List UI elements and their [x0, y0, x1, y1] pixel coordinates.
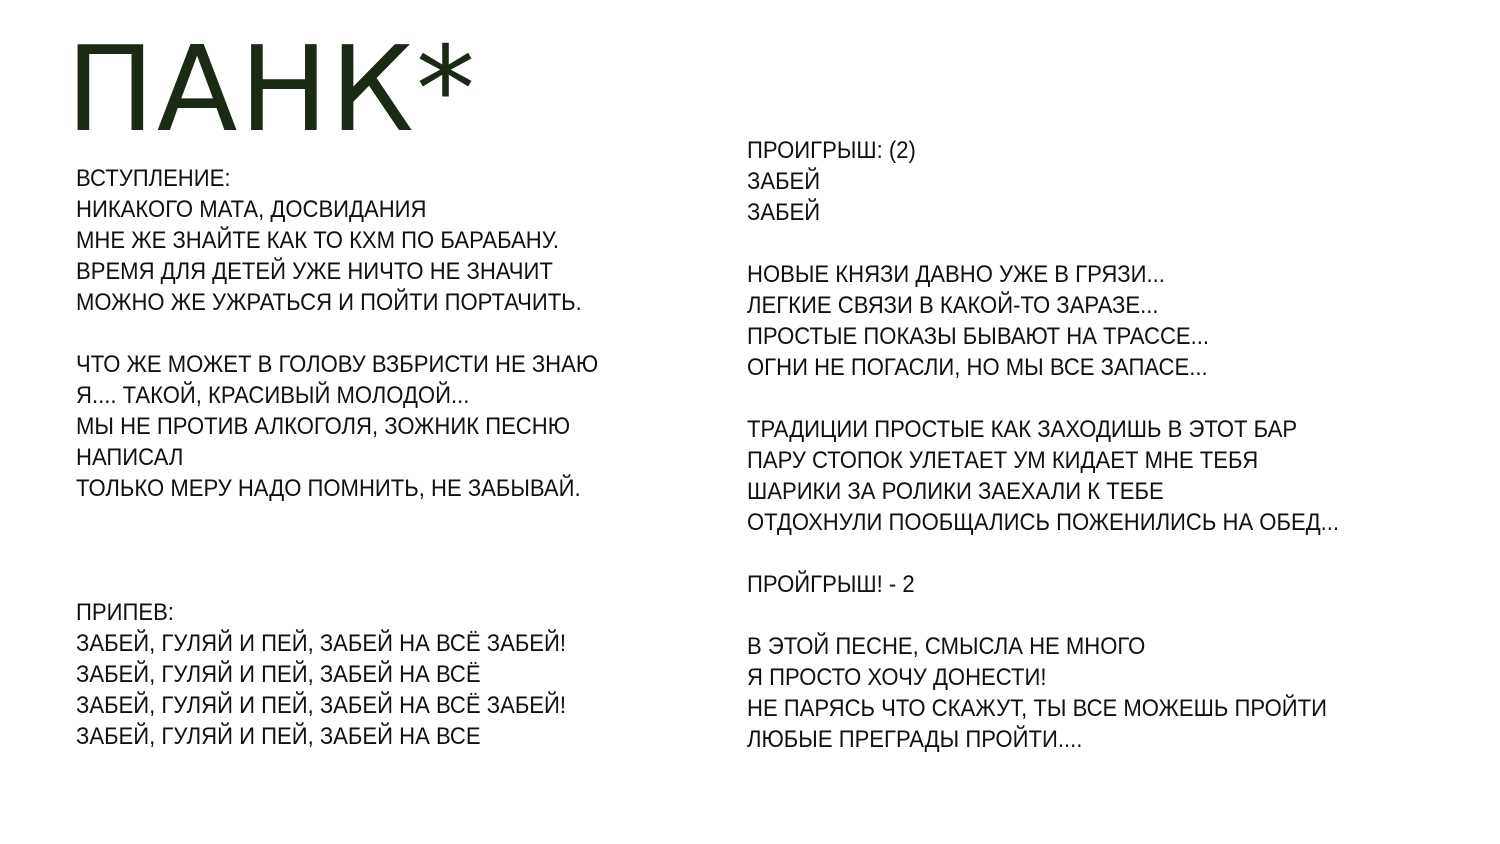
page-title: ПАНК*	[66, 20, 477, 158]
lyric-line: В ЭТОЙ ПЕСНЕ, СМЫСЛА НЕ МНОГО	[747, 633, 1146, 660]
lyric-line: МНЕ ЖЕ ЗНАЙТЕ КАК ТО КХМ ПО БАРАБАНУ.	[76, 227, 559, 254]
lyric-line: НОВЫЕ КНЯЗИ ДАВНО УЖЕ В ГРЯЗИ...	[747, 261, 1165, 288]
lyric-line: ЗАБЕЙ, ГУЛЯЙ И ПЕЙ, ЗАБЕЙ НА ВСЁ	[76, 661, 481, 688]
lyric-line: ОТДОХНУЛИ ПООБЩАЛИСЬ ПОЖЕНИЛИСЬ НА ОБЕД...	[747, 509, 1340, 536]
lyric-line: ЗАБЕЙ, ГУЛЯЙ И ПЕЙ, ЗАБЕЙ НА ВСЕ	[76, 723, 481, 750]
lyric-line: ЗАБЕЙ	[747, 199, 821, 226]
stanza-gap	[747, 600, 1339, 631]
lyric-line: ПАРУ СТОПОК УЛЕТАЕТ УМ КИДАЕТ МНЕ ТЕБЯ	[747, 447, 1259, 474]
lyric-line: МЫ НЕ ПРОТИВ АЛКОГОЛЯ, ЗОЖНИК ПЕСНЮ	[76, 413, 570, 440]
lyrics-right-column	[747, 135, 1339, 755]
stanza-gap	[76, 318, 598, 349]
bridge-heading: ПРОЙГРЫШ! - 2	[747, 571, 915, 598]
lyric-line: ЛЕГКИЕ СВЯЗИ В КАКОЙ-ТО ЗАРАЗЕ...	[747, 292, 1159, 319]
lyrics-left-column	[76, 163, 598, 752]
lyric-line: ЗАБЕЙ, ГУЛЯЙ И ПЕЙ, ЗАБЕЙ НА ВСЁ ЗАБЕЙ!	[76, 630, 567, 657]
lyric-line: ЗАБЕЙ, ГУЛЯЙ И ПЕЙ, ЗАБЕЙ НА ВСЁ ЗАБЕЙ!	[76, 692, 567, 719]
intro-heading: ВСТУПЛЕНИЕ:	[76, 165, 231, 192]
stanza-gap	[747, 383, 1339, 414]
lyric-line: ЗАБЕЙ	[747, 168, 821, 195]
lyric-line: ВРЕМЯ ДЛЯ ДЕТЕЙ УЖЕ НИЧТО НЕ ЗНАЧИТ	[76, 258, 553, 285]
lyric-line: ТОЛЬКО МЕРУ НАДО ПОМНИТЬ, НЕ ЗАБЫВАЙ.	[76, 475, 581, 502]
lyric-line: НЕ ПАРЯСЬ ЧТО СКАЖУТ, ТЫ ВСЕ МОЖЕШЬ ПРОЙТИ	[747, 695, 1327, 722]
lyric-line: ЧТО ЖЕ МОЖЕТ В ГОЛОВУ ВЗБРИСТИ НЕ ЗНАЮ	[76, 351, 599, 378]
stanza-gap	[747, 538, 1339, 569]
lyric-line: НИКАКОГО МАТА, ДОСВИДАНИЯ	[76, 196, 427, 223]
stanza-gap	[76, 566, 598, 597]
lyric-line: ШАРИКИ ЗА РОЛИКИ ЗАЕХАЛИ К ТЕБЕ	[747, 478, 1164, 505]
lyric-line: Я ПРОСТО ХОЧУ ДОНЕСТИ!	[747, 664, 1047, 691]
stanza-gap	[76, 504, 598, 566]
lyric-line: ЛЮБЫЕ ПРЕГРАДЫ ПРОЙТИ....	[747, 726, 1083, 753]
lyric-line: Я.... ТАКОЙ, КРАСИВЫЙ МОЛОДОЙ...	[76, 382, 470, 409]
lyric-line: МОЖНО ЖЕ УЖРАТЬСЯ И ПОЙТИ ПОРТАЧИТЬ.	[76, 289, 582, 316]
lyric-line: НАПИСАЛ	[76, 444, 184, 471]
chorus-heading: ПРИПЕВ:	[76, 599, 174, 626]
bridge-heading: ПРОИГРЫШ: (2)	[747, 137, 916, 164]
lyric-line: ОГНИ НЕ ПОГАСЛИ, НО МЫ ВСЕ ЗАПАСЕ...	[747, 354, 1208, 381]
lyric-line: ПРОСТЫЕ ПОКАЗЫ БЫВАЮТ НА ТРАССЕ...	[747, 323, 1210, 350]
stanza-gap	[747, 228, 1339, 259]
lyric-line: ТРАДИЦИИ ПРОСТЫЕ КАК ЗАХОДИШЬ В ЭТОТ БАР	[747, 416, 1298, 443]
